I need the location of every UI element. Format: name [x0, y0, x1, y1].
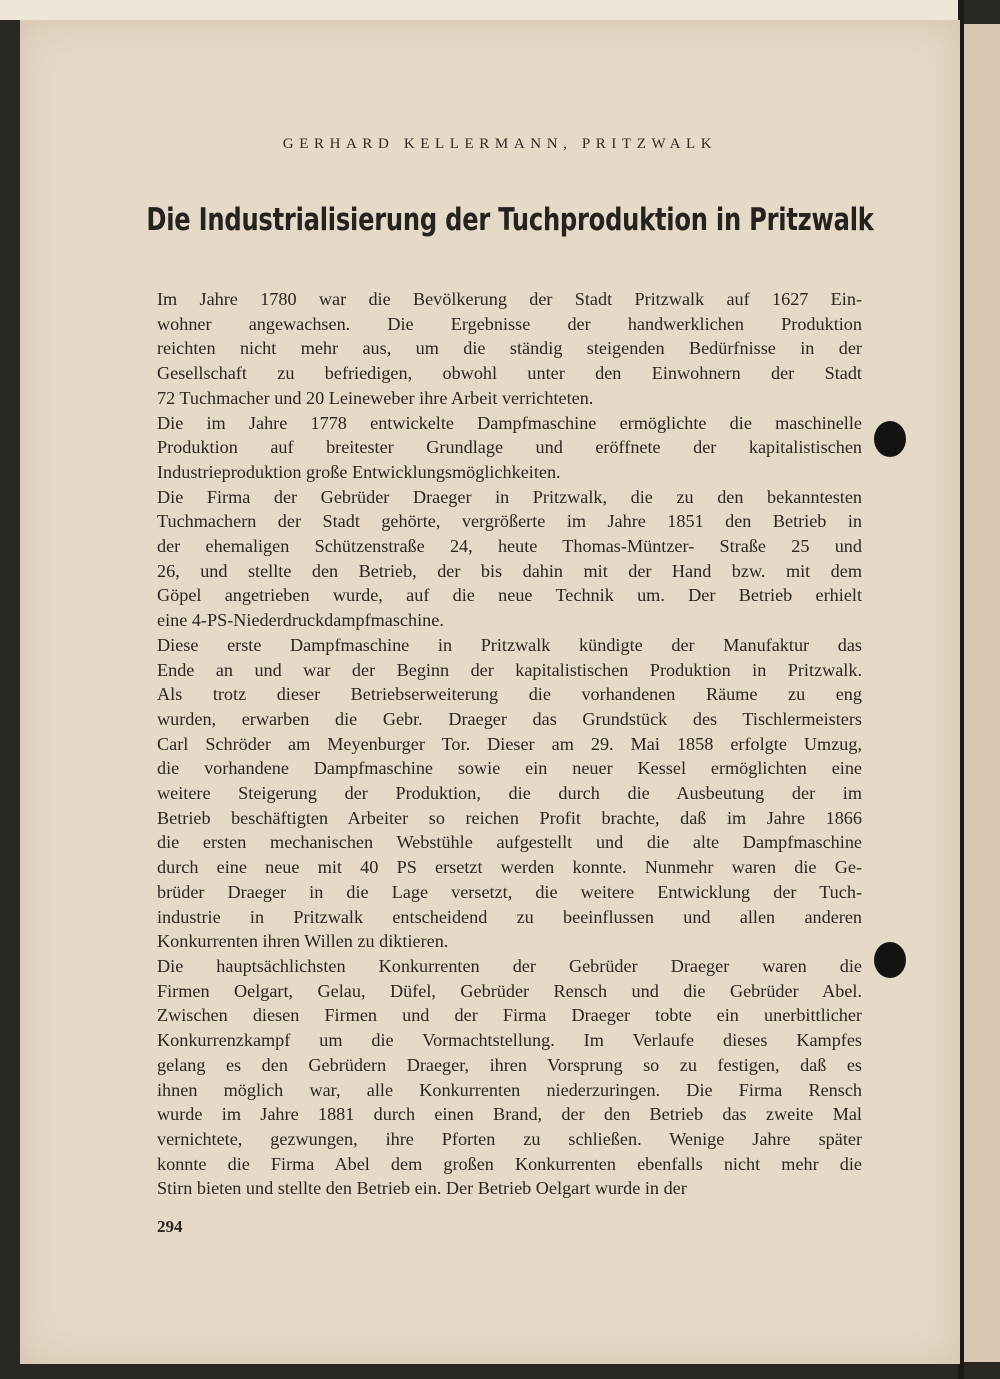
- body-line: Im Jahre 1780 war die Bevölkerung der Stadt Pritzwalk auf 1627 Ein-: [157, 289, 862, 309]
- body-line: Konkurrenzkampf um die Vormachtstellung. Im Verlaufe dieses Kampfes: [157, 1030, 862, 1051]
- body-line: Stirn bieten und stellte den Betrieb ein. Der Betrieb Oelgart wurde in der: [157, 1178, 687, 1199]
- next-page-edge: [962, 24, 1000, 1362]
- body-line: wurden, erwarben die Gebr. Draeger das Grundstück des Tischlermeisters: [157, 708, 862, 729]
- body-line: durch eine neue mit 40 PS ersetzt werden konnte. Nunmehr waren die Ge-: [157, 857, 862, 878]
- body-line: Ende an und war der Beginn der kapitalistischen Produktion in Pritzwalk.: [157, 659, 862, 680]
- body-line: Betrieb beschäftigten Arbeiter so reichen Profit brachte, daß im Jahre 1866: [157, 807, 862, 828]
- body-line: die vorhandene Dampfmaschine sowie ein neuer Kessel ermöglichten eine: [157, 758, 862, 779]
- body-line: gelang es den Gebrüdern Draeger, ihren Vorsprung so zu festigen, daß es: [157, 1054, 862, 1075]
- page-number: 294: [157, 1217, 183, 1236]
- body-line: brüder Draeger in die Lage versetzt, die weitere Entwicklung der Tuch-: [157, 881, 862, 902]
- body-line: Firmen Oelgart, Gelau, Düfel, Gebrüder Rensch und die Gebrüder Abel.: [157, 980, 862, 1001]
- body-line: wohner angewachsen. Die Ergebnisse der handwerklichen Produktion: [157, 313, 862, 334]
- body-line: Carl Schröder am Meyenburger Tor. Dieser am 29. Mai 1858 erfolgte Umzug,: [157, 733, 862, 754]
- body-line: wurde im Jahre 1881 durch einen Brand, der den Betrieb das zweite Mal: [157, 1104, 862, 1125]
- article-title: Die Industrialisierung der Tuchproduktion in Pritzwalk: [146, 202, 874, 238]
- body-line: Göpel angetrieben wurde, auf die neue Technik um. Der Betrieb erhielt: [157, 585, 862, 606]
- body-line: 72 Tuchmacher und 20 Leineweber ihre Arbeit verrichteten.: [157, 387, 594, 408]
- body-line: der ehemaligen Schützenstraße 24, heute Thomas-Müntzer- Straße 25 und: [157, 536, 862, 557]
- body-line: 26, und stellte den Betrieb, der bis dahin mit der Hand bzw. mit dem: [157, 560, 862, 581]
- body-line: eine 4-PS-Niederdruckdampfmaschine.: [157, 610, 444, 631]
- body-line: vernichtete, gezwungen, ihre Pforten zu schließen. Wenige Jahre später: [157, 1128, 862, 1149]
- body-line: Konkurrenten ihren Willen zu diktieren.: [157, 931, 449, 952]
- punch-hole: [874, 421, 906, 457]
- body-line: Die im Jahre 1778 entwickelte Dampfmaschine ermöglichte die maschinelle: [157, 412, 862, 433]
- body-line: konnte die Firma Abel dem großen Konkurrenten ebenfalls nicht mehr die: [157, 1153, 862, 1174]
- body-line: industrie in Pritzwalk entscheidend zu beeinflussen und allen anderen: [157, 906, 862, 927]
- body-line: Zwischen diesen Firmen und der Firma Draeger tobte ein unerbittlicher: [157, 1005, 862, 1026]
- body-line: ihnen möglich war, alle Konkurrenten niederzuringen. Die Firma Rensch: [157, 1079, 862, 1100]
- body-line: Die Firma der Gebrüder Draeger in Pritzwalk, die zu den bekanntesten: [157, 486, 862, 507]
- body-line: Die hauptsächlichsten Konkurrenten der Gebrüder Draeger waren die: [157, 955, 862, 976]
- running-head: GERHARD KELLERMANN, PRITZWALK: [282, 136, 718, 152]
- body-line: Gesellschaft zu befriedigen, obwohl unter den Einwohnern der Stadt: [157, 363, 862, 384]
- scan-top-strip: [0, 0, 960, 20]
- punch-hole: [874, 942, 906, 978]
- body-line: weitere Steigerung der Produktion, die durch die Ausbeutung der im: [157, 783, 862, 804]
- body-line: Produktion auf breitester Grundlage und eröffnete der kapitalistischen: [157, 437, 862, 458]
- body-line: Industrieproduktion große Entwicklungsmöglichkeiten.: [157, 461, 561, 482]
- body-line: reichten nicht mehr aus, um die ständig steigenden Bedürfnisse in der: [157, 338, 862, 359]
- body-line: Als trotz dieser Betriebserweiterung die vorhandenen Räume zu eng: [157, 684, 862, 705]
- body-line: die ersten mechanischen Webstühle aufgestellt und die alte Dampfmaschine: [157, 832, 862, 853]
- article-body: [157, 287, 862, 1201]
- body-line: Tuchmachern der Stadt gehörte, vergrößerte im Jahre 1851 den Betrieb in: [157, 511, 862, 532]
- body-line: Diese erste Dampfmaschine in Pritzwalk kündigte der Manufaktur das: [157, 634, 862, 655]
